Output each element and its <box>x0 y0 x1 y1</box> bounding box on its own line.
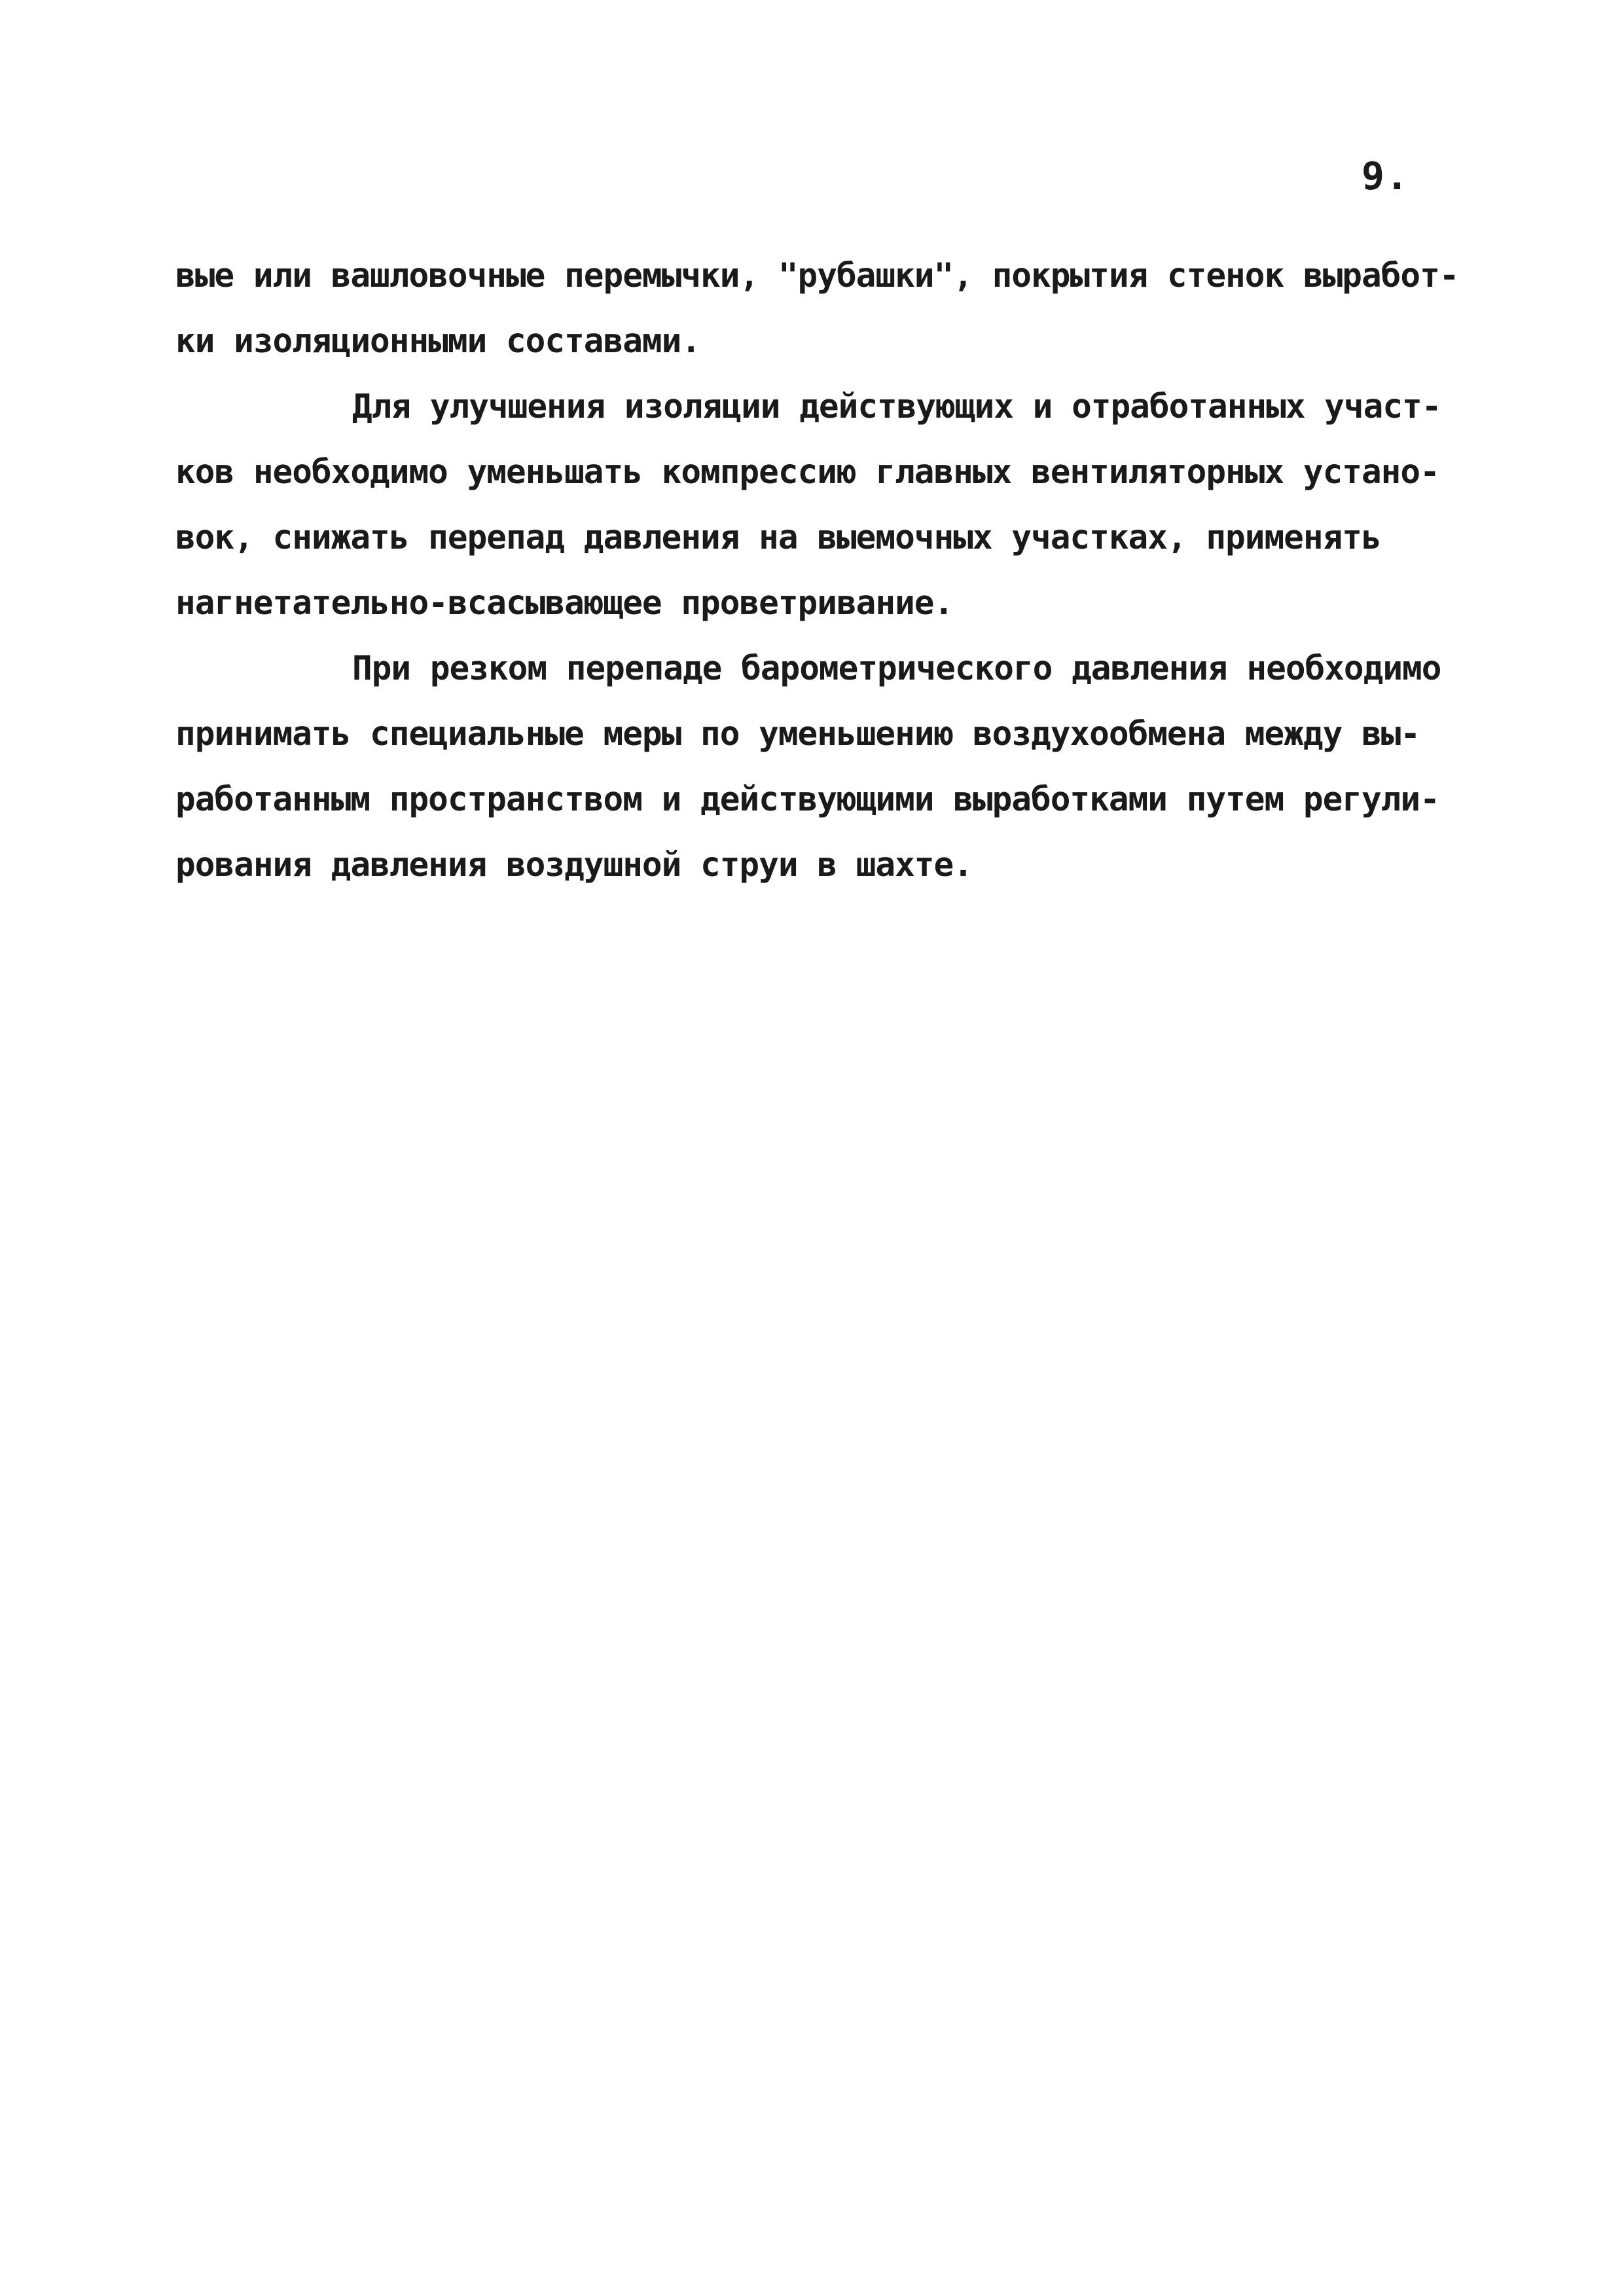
text-line: ков необходимо уменьшать компрессию главных вентиляторных устано- <box>175 453 1439 492</box>
text-line: вок, снижать перепад давления на выемочных участках, применять <box>175 519 1381 557</box>
text-line: вые или вашловочные перемычки, "рубашки", покрытия стенок выработ- <box>175 257 1459 295</box>
text-line: принимать специальные меры по уменьшению воздухообмена между вы- <box>175 715 1420 754</box>
text-line: рования давления воздушной струи в шахте. <box>175 846 973 884</box>
document-body <box>175 244 1478 898</box>
paragraph-start-line: Для улучшения изоляции действующих и отработанных участ- <box>352 388 1441 426</box>
paragraph-start-line: При резком перепаде барометрического давления необходимо <box>352 649 1441 688</box>
text-line: нагнетательно-всасывающее проветривание. <box>175 584 954 623</box>
page-number: 9. <box>1362 154 1410 198</box>
text-line: работанным пространством и действующими выработками путем регули- <box>175 780 1439 819</box>
text-line: ки изоляционными составами. <box>175 322 701 361</box>
